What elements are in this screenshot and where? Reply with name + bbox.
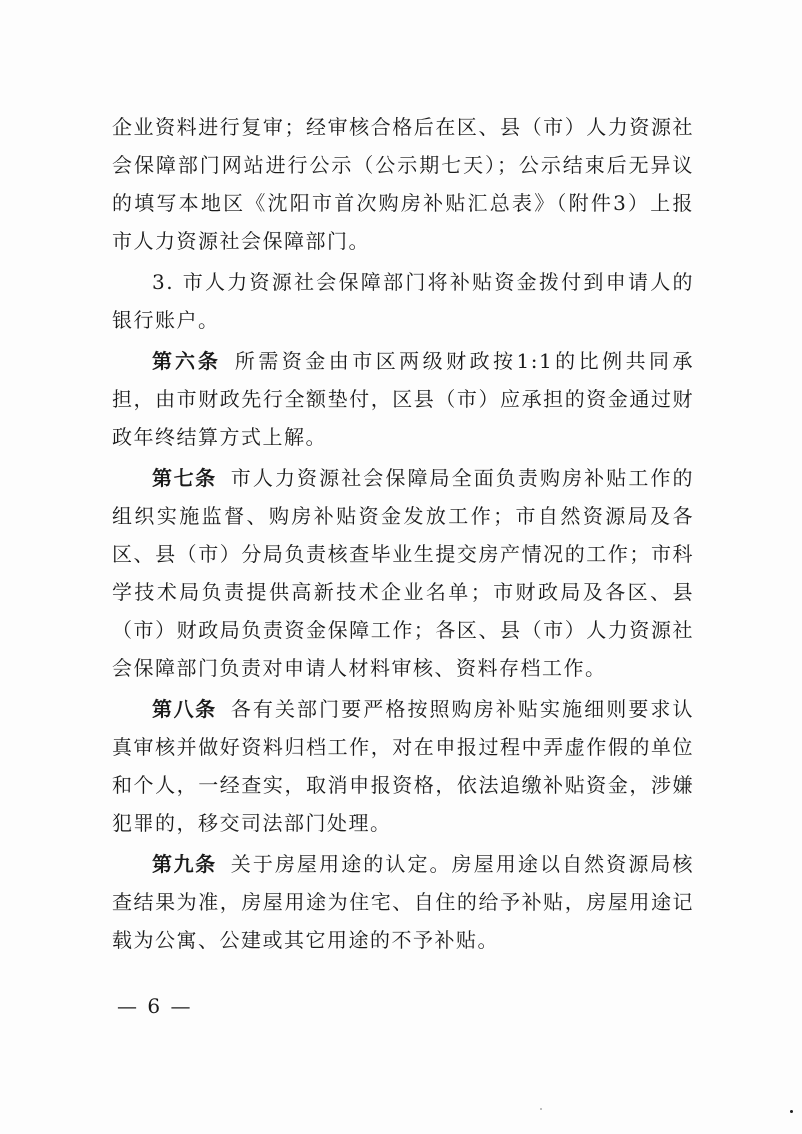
page-number: — 6 —: [117, 994, 193, 1018]
scan-speck: [540, 1108, 542, 1110]
article-heading: 第八条: [152, 697, 217, 721]
body-text: [112, 108, 694, 962]
article-heading: 第六条: [152, 349, 221, 373]
article-9: [112, 845, 694, 959]
paragraph-text: 3. 市人力资源社会保障部门将补贴资金拨付到申请人的银行账户。: [112, 270, 694, 332]
article-8: [112, 690, 694, 842]
paragraph-item-3: [112, 263, 694, 339]
paragraph-text: 企业资料进行复审；经审核合格后在区、县（市）人力资源社会保障部门网站进行公示（公示期七天）；公示结束后无异议的填写本地区《沈阳市首次购房补贴汇总表》（附件3）上报市人力资源社会保障部门。: [112, 115, 694, 253]
article-heading: 第九条: [152, 852, 217, 876]
article-heading: 第七条: [152, 466, 217, 490]
paragraph-continuation: [112, 108, 694, 260]
article-7: [112, 459, 694, 687]
article-text: 市人力资源社会保障局全面负责购房补贴工作的组织实施监督、购房补贴资金发放工作；市自然资源局及各区、县（市）分局负责核查毕业生提交房产情况的工作；市科学技术局负责提供高新技术企业名单；市财政局及各区、县（市）财政局负责资金保障工作；各区、县（市）人力资源社会保障部门负责对申请人材料审核、资料存档工作。: [112, 466, 695, 680]
article-text: 所需资金由市区两级财政按1:1的比例共同承担，由市财政先行全额垫付，区县（市）应承担的资金通过财政年终结算方式上解。: [112, 349, 695, 449]
article-text: 各有关部门要严格按照购房补贴实施细则要求认真审核并做好资料归档工作，对在申报过程中弄虚作假的单位和个人，一经查实，取消申报资格，依法追缴补贴资金，涉嫌犯罪的，移交司法部门处理。: [112, 697, 695, 835]
article-text: 关于房屋用途的认定。房屋用途以自然资源局核查结果为准，房屋用途为住宅、自住的给予补贴，房屋用途记载为公寓、公建或其它用途的不予补贴。: [112, 852, 695, 952]
article-6: [112, 342, 694, 456]
scan-speck: [790, 1110, 793, 1113]
